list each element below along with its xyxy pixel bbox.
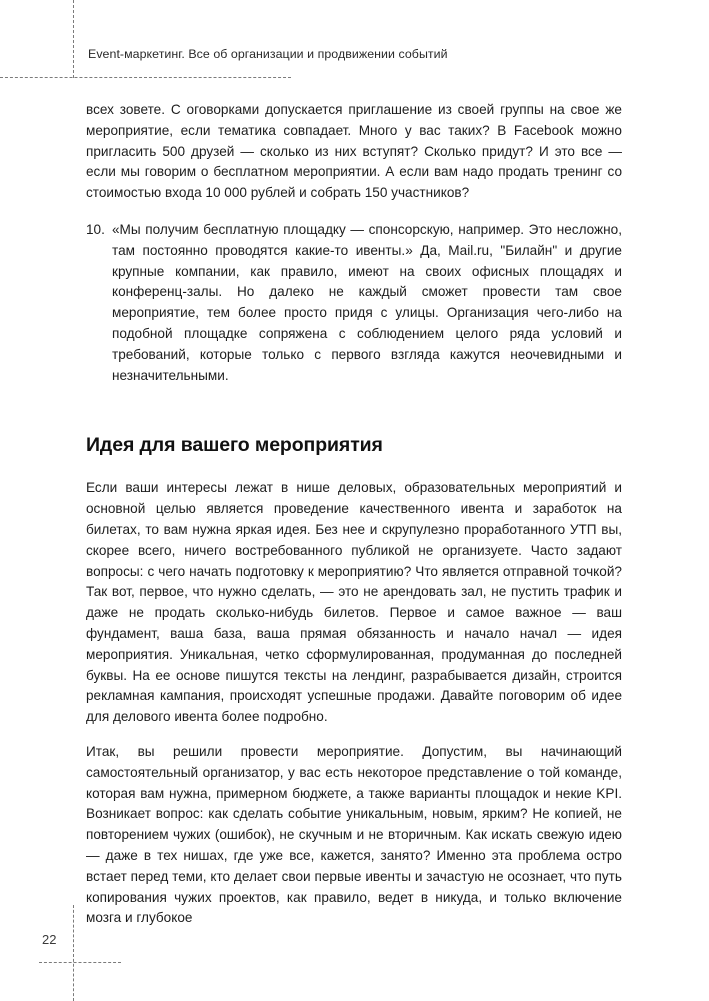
list-item [86, 220, 622, 386]
page-number: 22 [42, 932, 57, 947]
continued-paragraph: всех зовете. С оговорками допускается приглашение из своей группы на свое же мероприятие, если тематика совпадает. Много у вас таких? В Facebook можно пригласить 500 друзей — сколько из них вступят? Сколько придут? И это все — если мы говорим о бесплатном мероприятии. А если вам надо продать тренинг со стоимостью входа 10 000 рублей и собрать 150 участников? [86, 102, 622, 201]
section-heading: Идея для вашего мероприятия [86, 434, 383, 457]
text-column [86, 100, 622, 929]
crop-mark-vertical-bottom [73, 905, 74, 1001]
crop-mark-horizontal-top [0, 77, 291, 78]
running-head: Event-маркетинг. Все об организации и продвижении событий [88, 47, 448, 61]
crop-mark-vertical-top [73, 0, 74, 78]
body-paragraph-1: Если ваши интересы лежат в нише деловых, образовательных мероприятий и основной целью является проведение качественного ивента и заработок на билетах, то вам нужна яркая идея. Без нее и скрупулезно проработанного УТП вы, скорее всего, ничего востребованного публикой не организуете. Часто задают вопросы: с чего начать подготовку к мероприятию? Что является отправной точкой? Так вот, первое, что нужно сделать, — это не арендовать зал, не пустить трафик и даже не продать сколько-нибудь билетов. Первое и самое важное — ваш фундамент, ваша база, ваша прямая обязанность и начало начал — идея мероприятия. Уникальная, четко сформулированная, продуманная до последней буквы. На ее основе пишутся тексты на лендинг, разрабывается дизайн, строится рекламная кампания, происходят успешные продажи. Давайте поговорим об идее для делового ивента более подробно. [86, 480, 622, 725]
crop-mark-horizontal-bottom [39, 962, 121, 963]
list-item-number: 10. [86, 221, 105, 237]
list-item-text: «Мы получим бесплатную площадку — спонсорскую, например. Это несложно, там постоянно проводятся какие-то ивенты.» Да, Mail.ru, "Билайн" и другие крупные компании, как правило, имеют на своих офисных площадях и конференц-залы. Но далеко не каждый сможет провести там свое мероприятие, тем более просто придя с улицы. Организация чего-либо на подобной площадке сопряжена с соблюдением целого ряда условий и требований, которые только с первого взгляда кажутся неочевидными и незначительными. [112, 221, 622, 383]
body-paragraph-2: Итак, вы решили провести мероприятие. Допустим, вы начинающий самостоятельный организатор, у вас есть некоторое представление о той команде, которая вам нужна, примерном бюджете, а также варианты площадок и некие KPI. Возникает вопрос: как сделать событие уникальным, новым, ярким? Не копией, не повторением чужих (ошибок), не скучным и не вторичным. Как искать свежую идею — даже в тех нишах, где уже все, кажется, занято? Именно эта проблема остро встает перед теми, кто делает свои первые ивенты и зачастую не осознает, что путь копирования чужих проектов, как правило, ведет в никуда, и только включение мозга и глубокое [86, 743, 622, 926]
